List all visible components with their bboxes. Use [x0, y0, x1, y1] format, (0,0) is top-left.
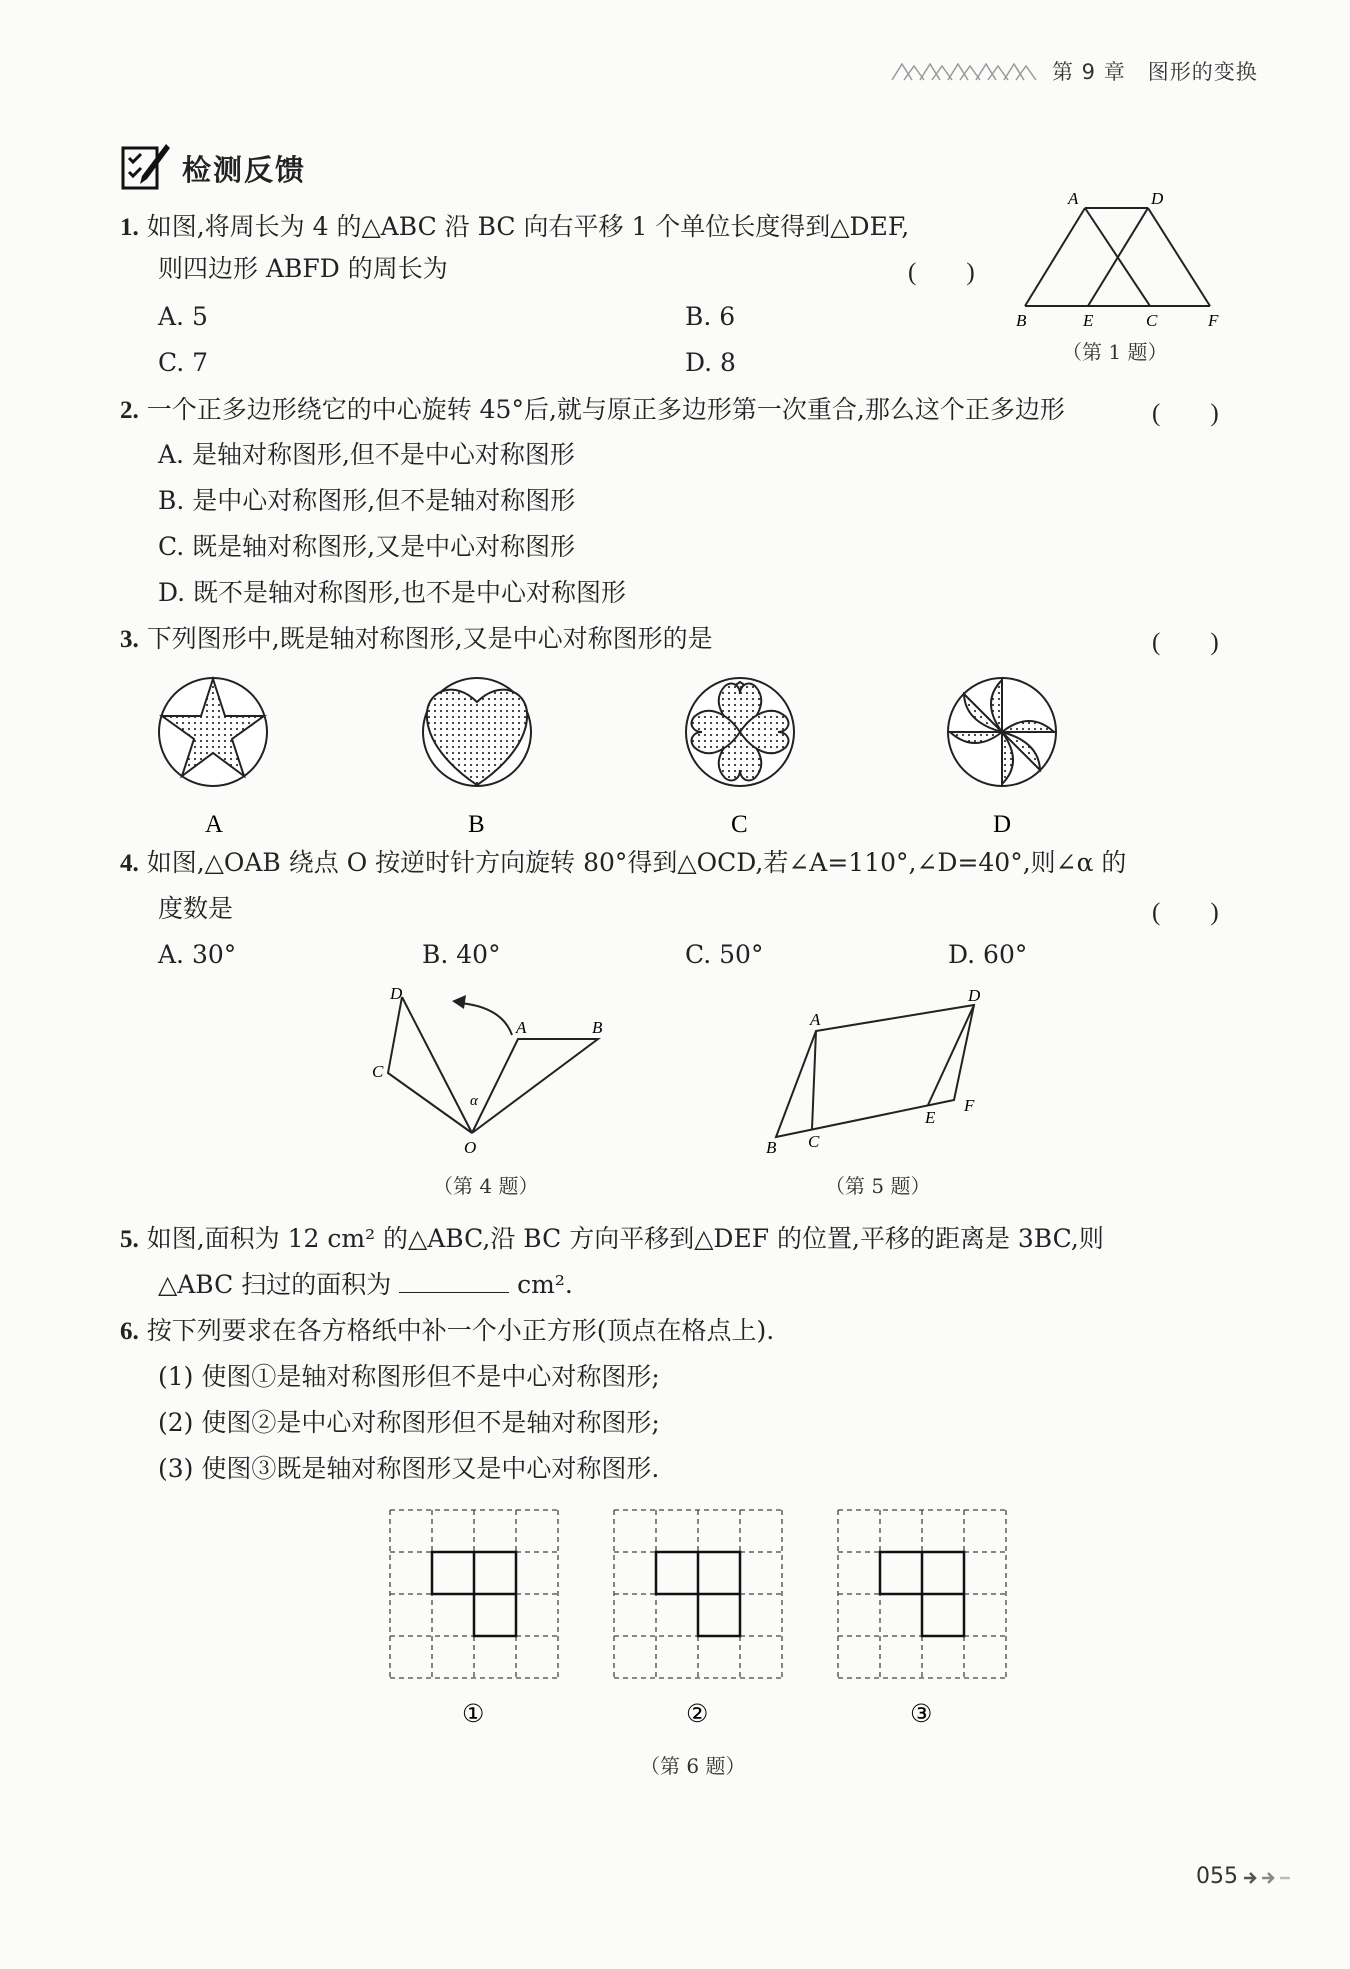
q6-item-3: (3) 使图③既是轴对称图形又是中心对称图形.: [158, 1454, 660, 1483]
q2-option-b: B. 是中心对称图形,但不是轴对称图形: [158, 486, 576, 515]
footer-arrows-icon: [1242, 1868, 1292, 1888]
q1-label-f: F: [1208, 311, 1219, 330]
q4-label-a: A: [516, 1018, 527, 1037]
q5-label-d: D: [968, 986, 981, 1005]
q1-option-c: C. 7: [158, 348, 209, 377]
q5-label-b: B: [766, 1138, 777, 1155]
q1-text-1: 如图,将周长为 4 的△ABC 沿 BC 向右平移 1 个单位长度得到△DEF,: [146, 212, 910, 241]
q1-line1: [120, 210, 909, 245]
q2-answer-paren: ( ): [1152, 400, 1219, 427]
q4-figure: [370, 985, 610, 1155]
q4-label-d: D: [390, 985, 403, 1003]
q6-grids: [380, 1500, 1020, 1740]
q4-answer-paren: ( ): [1152, 899, 1219, 926]
q4-text-1: 如图,△OAB 绕点 O 按逆时针方向旋转 80°得到△OCD,若∠A=110°,∠D=40°,则∠α 的: [146, 848, 1127, 877]
q1-label-a: A: [1068, 190, 1079, 208]
header-decoration-icon: [890, 58, 1040, 84]
q1-figure: [1010, 190, 1225, 330]
q1-side-ed: [1088, 208, 1148, 306]
q6-l-shape: [656, 1552, 740, 1636]
q4-line1: [120, 846, 1126, 881]
q5-side-ac: [812, 1031, 816, 1129]
q5-figure: [760, 985, 1000, 1155]
q1-option-a: A. 5: [158, 302, 208, 331]
section-title: 检测反馈: [182, 153, 307, 187]
checklist-pen-icon: [120, 140, 170, 192]
q1-label-c: C: [1146, 311, 1158, 330]
q5-label-f: F: [964, 1096, 975, 1115]
q5-text-2a: △ABC 扫过的面积为: [158, 1270, 392, 1299]
q3-figure-c-four-hearts: [686, 678, 794, 786]
q5-side-de: [928, 1005, 974, 1105]
q5-text-1: 如图,面积为 12 cm² 的△ABC,沿 BC 方向平移到△DEF 的位置,平移的距离是 3BC,则: [146, 1224, 1104, 1253]
q4-label-c: C: [372, 1062, 384, 1081]
q4-option-d: D. 60°: [948, 940, 1028, 969]
q1-label-e: E: [1083, 311, 1094, 330]
chapter-header: 第 9 章 图形的变换: [1052, 60, 1258, 84]
q1-text-2: 则四边形 ABFD 的周长为: [158, 254, 448, 283]
q5-line2: [158, 1268, 573, 1302]
q1-answer-paren: ( ): [908, 259, 975, 286]
q4-text-2: 度数是: [158, 894, 234, 923]
q6-grid-1[interactable]: [390, 1510, 558, 1678]
q3-figure-b-heart: [423, 678, 531, 786]
q4-label-o: O: [464, 1138, 477, 1155]
q6-l-shape: [432, 1552, 516, 1636]
q2-option-d: D. 既不是轴对称图形,也不是中心对称图形: [158, 578, 626, 607]
q3-figures: [150, 672, 1150, 842]
q6-grid-2[interactable]: [614, 1510, 782, 1678]
q3-label-c: C: [731, 811, 748, 838]
q3-answer-paren: ( ): [1152, 629, 1219, 656]
q4-caption: （第 4 题）: [433, 1174, 539, 1198]
q4-label-b: B: [592, 1018, 603, 1037]
q2-option-c: C. 既是轴对称图形,又是中心对称图形: [158, 532, 576, 561]
q6-item-1: (1) 使图①是轴对称图形但不是中心对称图形;: [158, 1362, 660, 1391]
q1-label-b: B: [1016, 311, 1027, 330]
q6-caption: （第 6 题）: [640, 1754, 746, 1778]
q6-line1: [120, 1314, 774, 1349]
q1-side-ab: [1025, 208, 1085, 306]
q3-line1: [120, 622, 713, 657]
q4-rotation-arc: [460, 1003, 512, 1035]
q1-caption: （第 1 题）: [1062, 340, 1168, 364]
q6-grid-label-1: ①: [462, 1701, 485, 1728]
q5-label-a: A: [810, 1010, 821, 1029]
q5-line1: [120, 1222, 1104, 1257]
q4-arrow-head: [452, 995, 466, 1009]
q3-text: 下列图形中,既是轴对称图形,又是中心对称图形的是: [146, 624, 713, 653]
q4-option-b: B. 40°: [422, 940, 501, 969]
q2-number: 2.: [120, 397, 139, 424]
q4-option-a: A. 30°: [158, 940, 237, 969]
q4-triangle-oab: [472, 1039, 598, 1133]
q3-label-d: D: [993, 811, 1012, 838]
q6-grid-label-3: ③: [910, 1701, 933, 1728]
q6-grid-label-2: ②: [686, 1701, 709, 1728]
q5-answer-blank[interactable]: [399, 1268, 509, 1293]
q1-number: 1.: [120, 214, 139, 241]
q4-label-alpha: α: [470, 1093, 478, 1109]
q4-number: 4.: [120, 850, 139, 877]
q4-option-c: C. 50°: [685, 940, 764, 969]
q3-figure-d-pinwheel: [948, 678, 1056, 786]
q5-label-c: C: [808, 1132, 820, 1151]
q1-option-b: B. 6: [685, 302, 736, 331]
q3-figure-a-star: [159, 678, 267, 786]
q2-option-a: A. 是轴对称图形,但不是中心对称图形: [158, 440, 575, 469]
q6-text: 按下列要求在各方格纸中补一个小正方形(顶点在格点上).: [146, 1316, 775, 1345]
q5-number: 5.: [120, 1226, 139, 1253]
q5-caption: （第 5 题）: [825, 1174, 931, 1198]
q3-number: 3.: [120, 626, 139, 653]
q6-number: 6.: [120, 1318, 139, 1345]
q1-option-d: D. 8: [685, 348, 736, 377]
q1-side-df: [1148, 208, 1210, 306]
q4-triangle-ocd: [388, 997, 472, 1133]
q6-grid-3[interactable]: [838, 1510, 1006, 1678]
q2-text: 一个正多边形绕它的中心旋转 45°后,就与原正多边形第一次重合,那么这个正多边形: [146, 395, 1065, 424]
q5-label-e: E: [925, 1108, 936, 1127]
q3-label-a: A: [205, 811, 224, 838]
q6-item-2: (2) 使图②是中心对称图形但不是轴对称图形;: [158, 1408, 660, 1437]
page-number: 055: [1196, 1864, 1238, 1889]
q3-label-b: B: [468, 811, 485, 838]
q2-line1: [120, 393, 1065, 428]
q6-l-shape: [880, 1552, 964, 1636]
q5-text-2b: cm².: [517, 1270, 573, 1299]
q1-label-d: D: [1151, 190, 1164, 208]
